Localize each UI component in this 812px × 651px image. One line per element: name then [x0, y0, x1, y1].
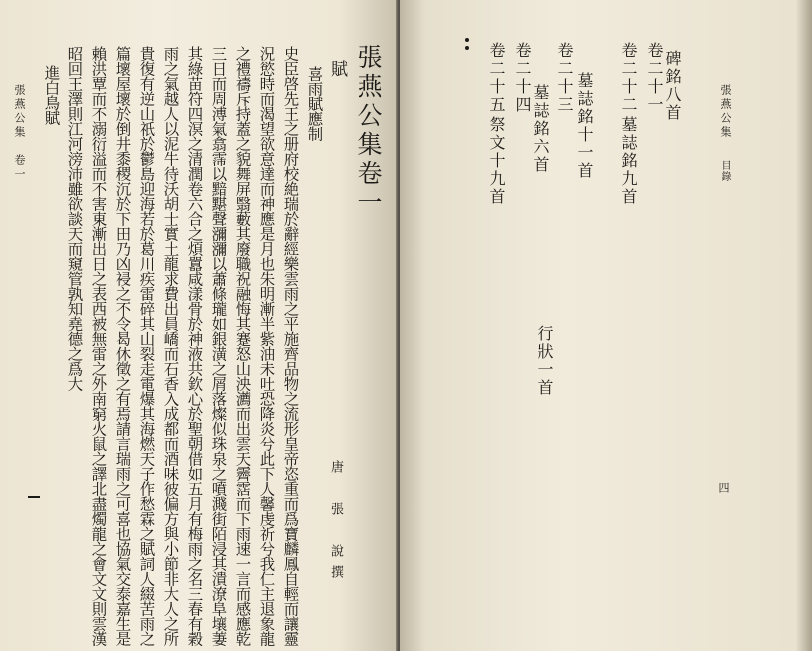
- toc-entry-23: 墓誌銘十一首: [575, 72, 594, 180]
- book-title: 張燕公集卷一: [354, 44, 383, 218]
- left-page: [0, 0, 398, 651]
- left-page-number-mark: [28, 496, 40, 498]
- section-title-baiwu: 進白鳥賦: [42, 65, 61, 125]
- text-line-7: 貴復有逆山祇於鬱島迎海若於葛川疾雷碎其山裂走電爆其海燃天子作愁霖之賦詞人綴苦雨之: [137, 46, 156, 646]
- toc-volume-24: 卷二十四: [513, 42, 532, 114]
- right-header-title: 張燕公集: [719, 84, 732, 140]
- right-page-number: 四: [717, 482, 730, 493]
- toc-entry-24: 墓誌銘六首: [531, 84, 550, 174]
- ink-dot: [465, 46, 469, 50]
- toc-volume-25: 卷二十五: [487, 42, 506, 114]
- toc-entry-22: 墓誌銘九首: [619, 116, 638, 206]
- ink-dot: [465, 38, 469, 42]
- section-title-xiyu: 喜雨賦應制: [305, 66, 324, 141]
- toc-entry-21: 碑銘八首: [663, 50, 682, 122]
- toc-volume-23: 卷二十三: [555, 42, 574, 114]
- left-header-title: 張燕公集: [13, 84, 26, 140]
- text-line-5: 其綠苗符四溟之清潤卷六合之煩囂咸漾骨於神液共欽心於聖朝借如五月有梅雨之名三春有穀: [185, 46, 204, 646]
- genre-heading: 賦: [327, 60, 347, 77]
- text-line-1: 史臣啓先王之册府校絶瑞於辭經樂雲雨之平施齊品物之流形皇帝恣重而爲寶麟鳳自輕而讓靈: [281, 46, 300, 646]
- right-page: [400, 0, 812, 651]
- author-line: 唐 張 說撰: [328, 460, 343, 586]
- left-running-header: [14, 84, 25, 182]
- text-line-2: 況慾時而渴望欲意達而神應是月也朱明漸半紫油未吐恐降炎兮此下人馨虔祈兮我仁主退象龍: [257, 46, 276, 646]
- toc-entry-25: 祭文十九首: [487, 116, 506, 206]
- text-line-9: 賴洪覃而不溺衍溢而不害東漸出日之表西被無雷之外南窮火鼠之譯北盡燭龍之會文文則雲漢: [89, 46, 108, 646]
- text-line-6: 雨之氣越人以泥牛待沃胡士實土龍求費出員嶠而石香入成都而酒味彼偏方與小節非大人之所: [161, 46, 180, 646]
- text-line-3: 之禮禱斥持蓋之貌舞屏翳藪其廢職祝融悔其蹇怒山泱瀳而出雲天霽霑而下雨速一言而感應乾: [233, 46, 252, 646]
- toc-volume-21: 卷二十一: [645, 42, 664, 114]
- text-line-10: 昭回王澤則江河滂沛雖欲談天而窺管孰知堯德之爲大: [65, 46, 84, 391]
- toc-extra-entry: 行狀一首: [535, 325, 554, 397]
- left-header-volume: 卷一: [13, 154, 26, 182]
- toc-volume-22: 卷二十二: [619, 42, 638, 114]
- text-line-4: 三日而周溥氣翕霈以黯黮聲瀰瀰以蕭條瓏如銀潢之屑落燦似珠泉之噴濺街陌浸其潰潦阜壤萋: [209, 46, 228, 646]
- right-header-section: 目錄: [719, 160, 730, 182]
- text-line-8: 篇壞屋壞於倒井黍稷沉於下田乃凶祲之不令曷休徵之有焉請言瑞雨之可喜也協氣交泰嘉生是: [113, 46, 132, 646]
